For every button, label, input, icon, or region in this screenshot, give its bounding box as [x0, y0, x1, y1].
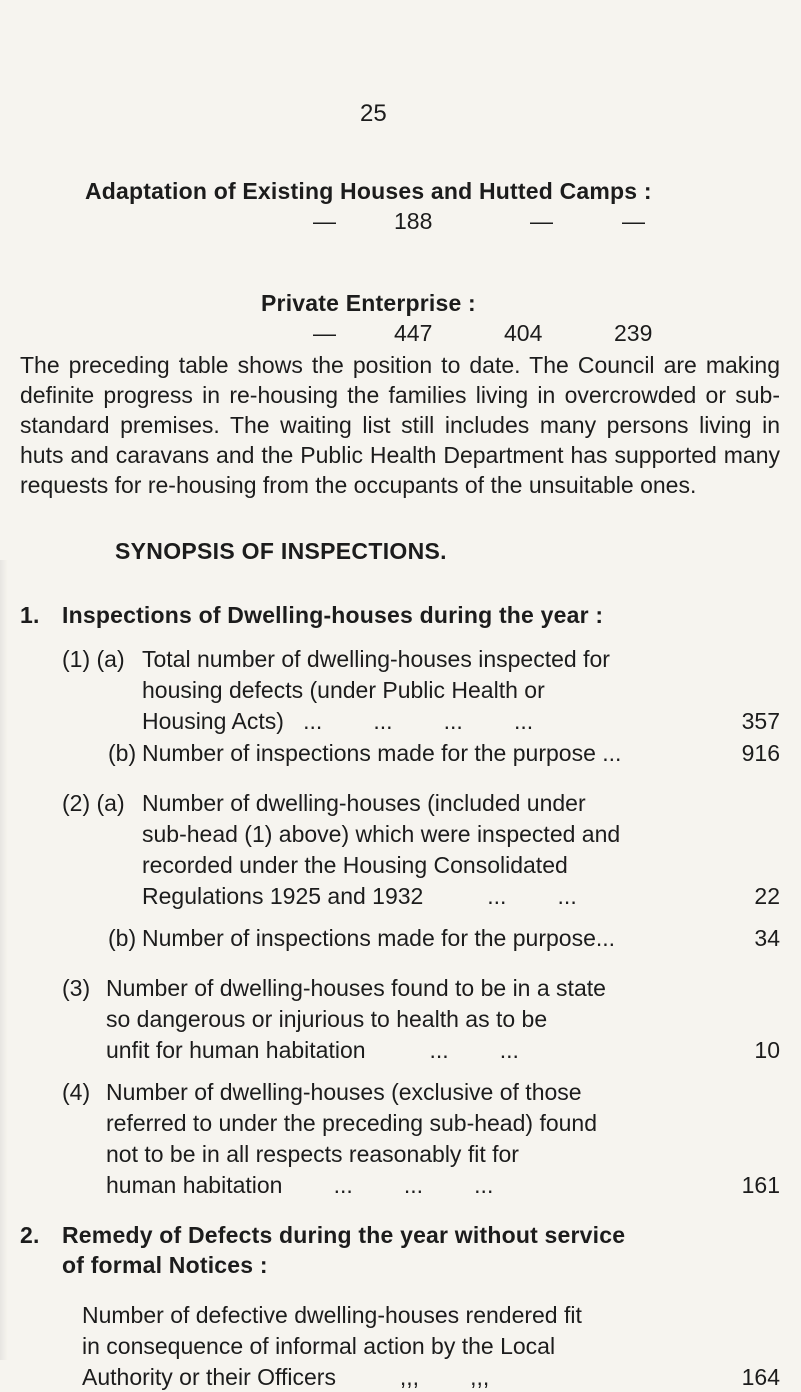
item-value: 161 [741, 1172, 780, 1198]
section1-number: 1. [20, 602, 40, 628]
adaptation-value-1: — [313, 208, 336, 234]
item-line: Housing Acts) ... ... ... ... [142, 708, 534, 734]
item-line: sub-head (1) above) which were inspected and [142, 821, 621, 847]
private-enterprise-heading: Private Enterprise : [261, 290, 476, 316]
item-line: Number of dwelling-houses (exclusive of those [106, 1079, 582, 1105]
section2-title-line-1: Remedy of Defects during the year without service [62, 1222, 626, 1248]
item-value: 916 [741, 740, 780, 766]
body-paragraph: The preceding table shows the position to date. The Council are making definite progress in re-housing the families living in overcrowded or sub-standard premises. The waiting list still includes many persons living in huts and caravans and the Public Health Department has supported many requests for re-housing from the occupants of the unsuitable ones. [20, 352, 780, 498]
private-value-4: 239 [614, 320, 653, 346]
item-value: 164 [741, 1364, 780, 1390]
item-label: (b) [108, 740, 137, 766]
adaptation-value-2: 188 [394, 208, 433, 234]
item-label: (2) (a) [62, 790, 125, 816]
item-line: Number of dwelling-houses found to be in a state [106, 975, 606, 1001]
section1-title: Inspections of Dwelling-houses during the year : [62, 602, 604, 628]
page-number: 25 [360, 100, 387, 127]
item-line: Number of defective dwelling-houses rendered fit [82, 1302, 582, 1328]
item-line: Number of inspections made for the purpose ... [142, 740, 622, 766]
private-value-2: 447 [394, 320, 433, 346]
private-value-1: — [313, 320, 336, 346]
item-line: human habitation ... ... ... [106, 1172, 494, 1198]
item-line: referred to under the preceding sub-head) found [106, 1110, 597, 1136]
item-line: housing defects (under Public Health or [142, 677, 545, 703]
private-value-3: 404 [504, 320, 543, 346]
item-value: 34 [754, 925, 780, 951]
item-value: 22 [754, 883, 780, 909]
item-line: in consequence of informal action by the Local [82, 1333, 556, 1359]
item-line: recorded under the Housing Consolidated [142, 852, 568, 878]
item-value: 10 [754, 1037, 780, 1063]
section2-number: 2. [20, 1222, 40, 1248]
page-edge-shadow [0, 560, 8, 1360]
item-line: so dangerous or injurious to health as to be [106, 1006, 548, 1032]
item-label: (3) [62, 975, 91, 1001]
adaptation-value-3: — [530, 208, 553, 234]
item-line: Number of inspections made for the purpose... [142, 925, 616, 951]
item-line: Authority or their Officers ,,, ,,, [82, 1364, 490, 1390]
synopsis-title: SYNOPSIS OF INSPECTIONS. [115, 538, 447, 564]
adaptation-value-4: — [622, 208, 645, 234]
item-label: (4) [62, 1079, 91, 1105]
item-line: not to be in all respects reasonably fit for [106, 1141, 519, 1167]
item-label: (1) (a) [62, 646, 125, 672]
item-value: 357 [741, 708, 780, 734]
item-line: Total number of dwelling-houses inspected for [142, 646, 610, 672]
item-line: Regulations 1925 and 1932 ... ... [142, 883, 577, 909]
item-label: (b) [108, 925, 137, 951]
item-line: unfit for human habitation ... ... [106, 1037, 519, 1063]
item-line: Number of dwelling-houses (included under [142, 790, 586, 816]
section2-title-line-2: of formal Notices : [62, 1252, 268, 1278]
adaptation-heading: Adaptation of Existing Houses and Hutted Camps : [85, 178, 652, 204]
